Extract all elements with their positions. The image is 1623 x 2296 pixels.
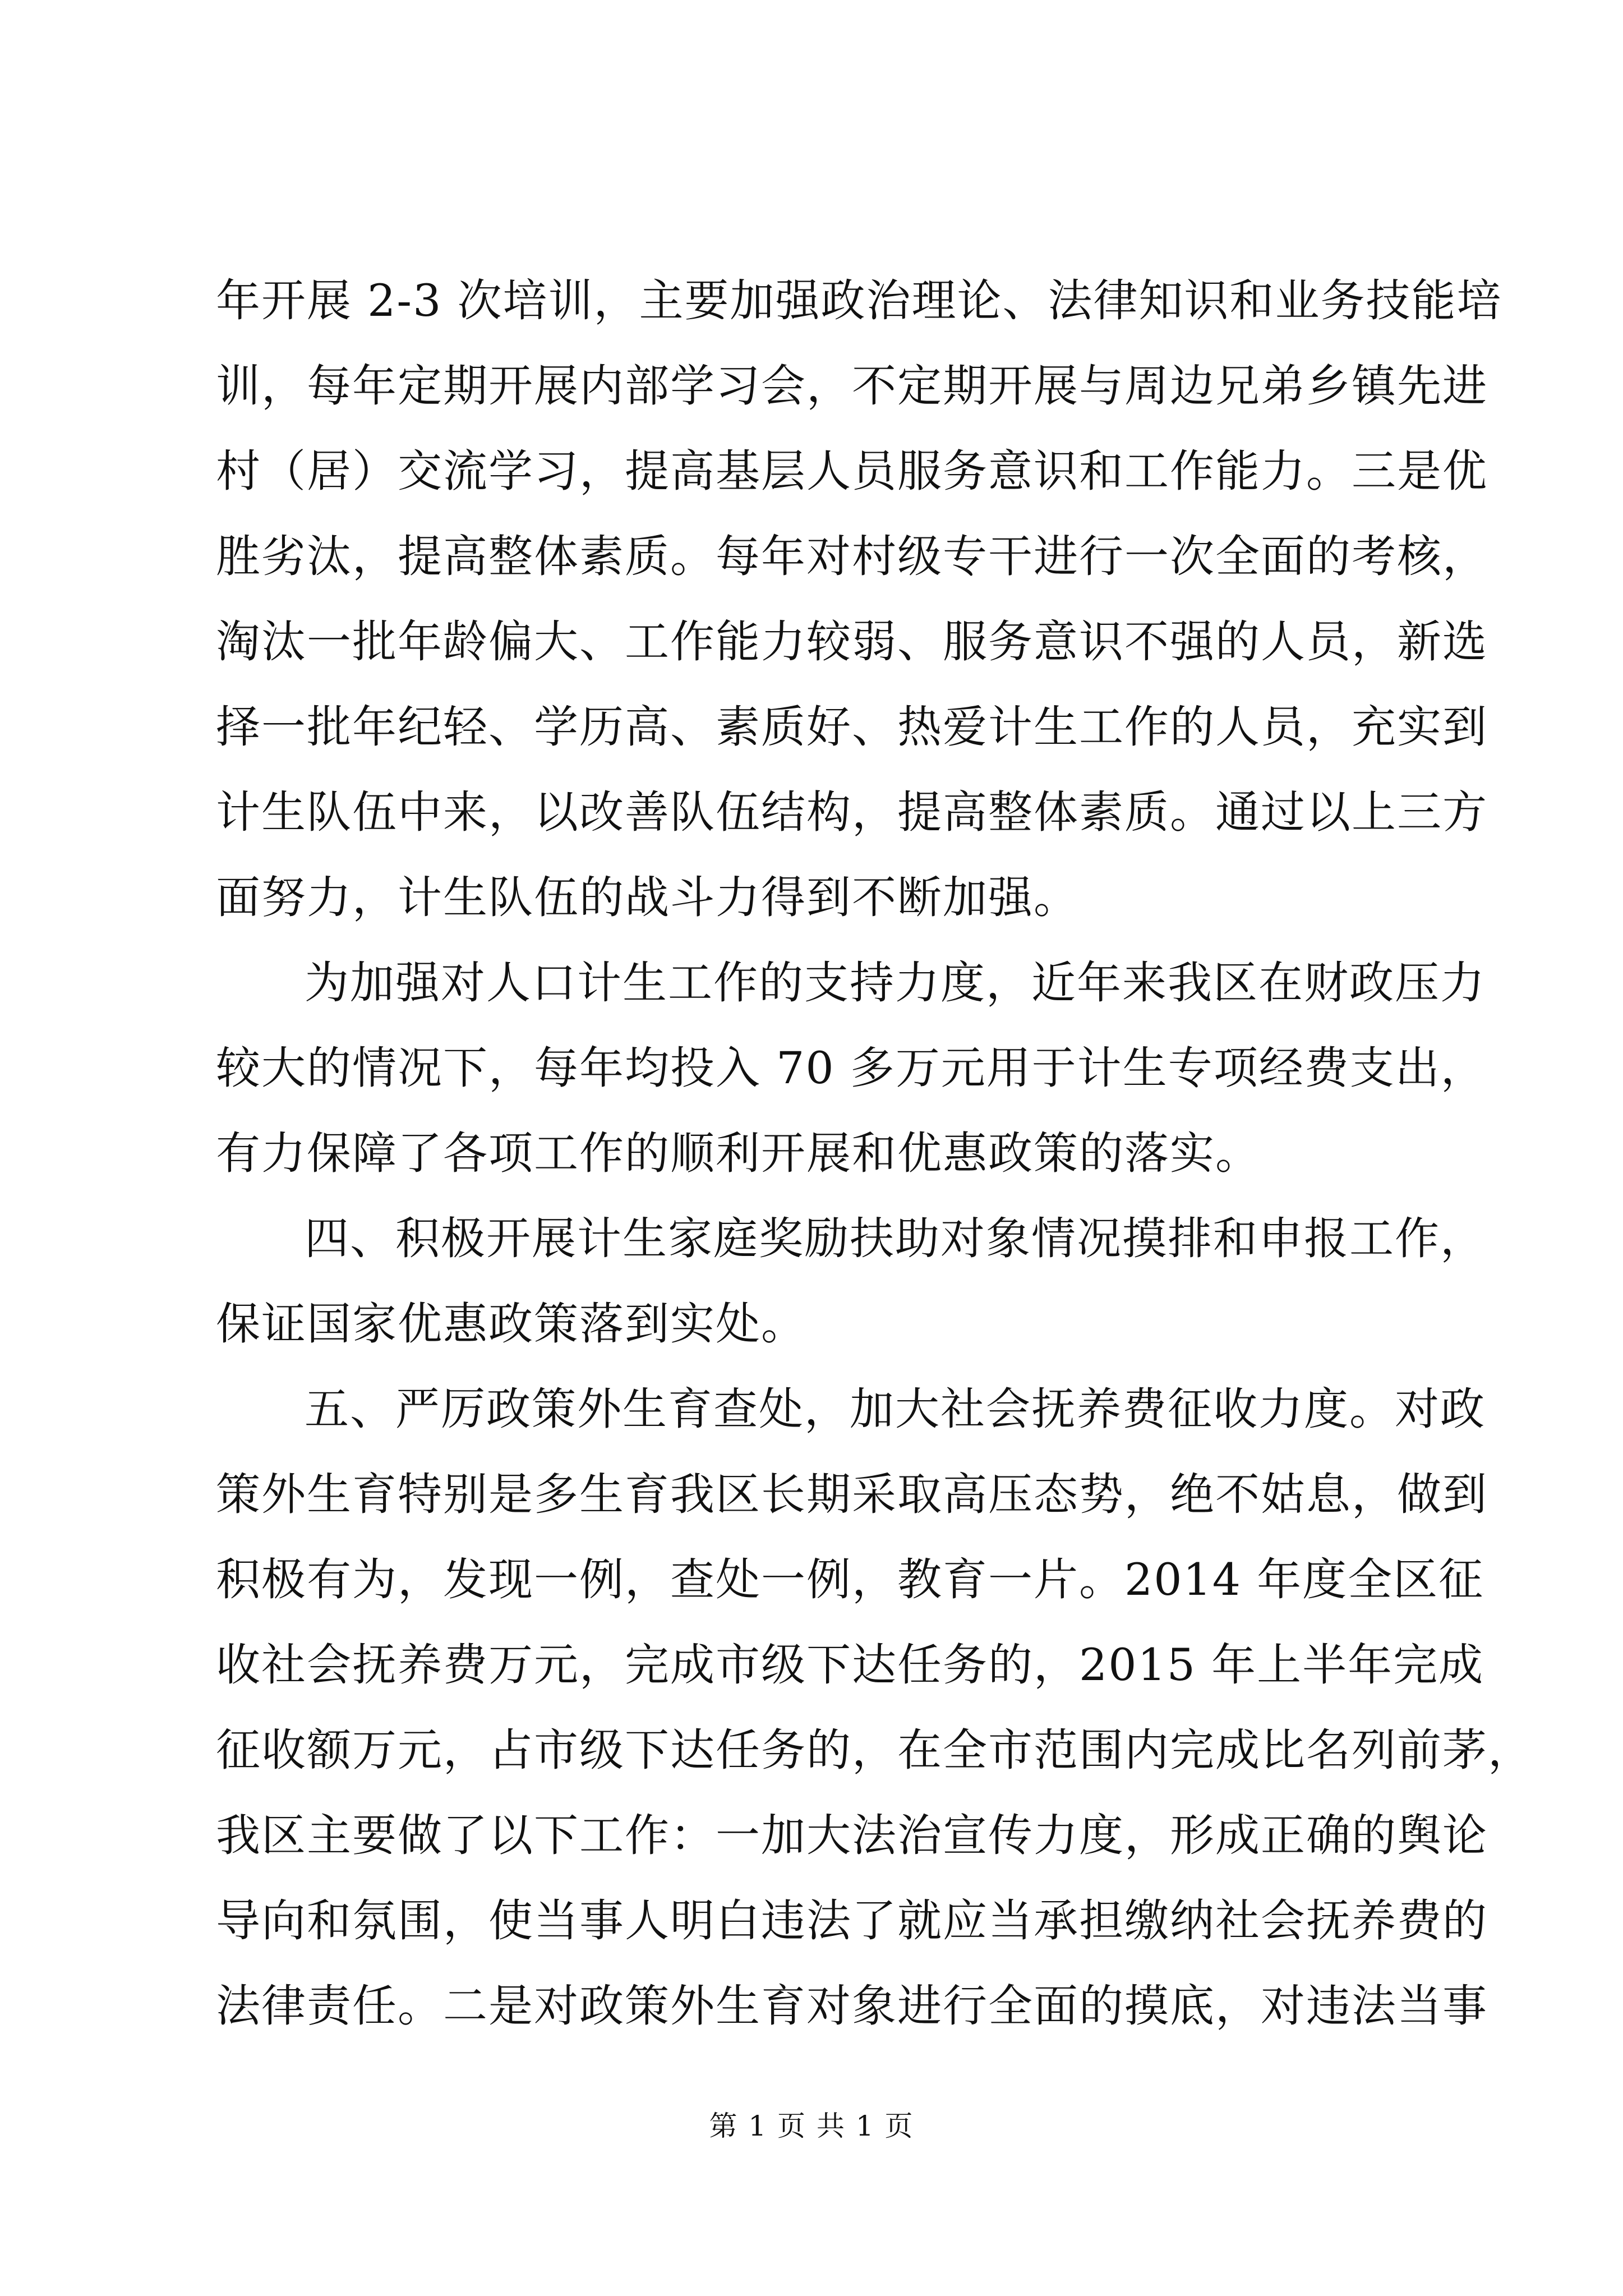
text-line: 我区主要做了以下工作：一加大法治宣传力度，形成正确的舆论 [216, 1810, 1488, 1861]
text-line: 较大的情况下，每年均投入 70 多万元用于计生专项经费支出， [216, 1042, 1486, 1094]
text-line: 计生队伍中来，以改善队伍结构，提高整体素质。通过以上三方 [216, 786, 1488, 838]
text-line: 有力保障了各项工作的顺利开展和优惠政策的落实。 [216, 1128, 1261, 1179]
paragraph-first-line: 为加强对人口计生工作的支持力度，近年来我区在财政压力 [305, 957, 1486, 1009]
text-line: 训，每年定期开展内部学习会，不定期开展与周边兄弟乡镇先进 [216, 360, 1488, 412]
text-line: 征收额万元，占市级下达任务的，在全市范围内完成比名列前茅， [216, 1724, 1533, 1776]
document-body [216, 258, 1533, 2049]
text-line: 策外生育特别是多生育我区长期采取高压态势，绝不姑息，做到 [216, 1469, 1488, 1520]
text-line: 导向和氛围，使当事人明白违法了就应当承担缴纳社会抚养费的 [216, 1895, 1488, 1947]
text-line: 村（居）交流学习，提高基层人员服务意识和工作能力。三是优 [216, 445, 1488, 497]
text-line: 保证国家优惠政策落到实处。 [216, 1298, 806, 1350]
section-heading-five: 五、严厉政策外生育查处，加大社会抚养费征收力度。对政 [305, 1383, 1486, 1435]
text-line: 年开展 2-3 次培训，主要加强政治理论、法律知识和业务技能培 [216, 275, 1502, 326]
page-footer [0, 2109, 1623, 2143]
section-heading-four: 四、积极开展计生家庭奖励扶助对象情况摸排和申报工作， [305, 1213, 1486, 1264]
text-line: 择一批年纪轻、学历高、素质好、热爱计生工作的人员，充实到 [216, 701, 1488, 753]
text-line: 积极有为，发现一例，查处一例，教育一片。2014 年度全区征 [216, 1554, 1484, 1605]
text-line: 胜劣汰，提高整体素质。每年对村级专干进行一次全面的考核， [216, 531, 1488, 582]
page-number-label: 第 1 页 共 1 页 [709, 2110, 914, 2142]
text-line: 淘汰一批年龄偏大、工作能力较弱、服务意识不强的人员，新选 [216, 616, 1488, 668]
text-line: 法律责任。二是对政策外生育对象进行全面的摸底，对违法当事 [216, 1980, 1488, 2032]
text-line: 收社会抚养费万元，完成市级下达任务的，2015 年上半年完成 [216, 1639, 1484, 1691]
text-line: 面努力，计生队伍的战斗力得到不断加强。 [216, 872, 1079, 923]
